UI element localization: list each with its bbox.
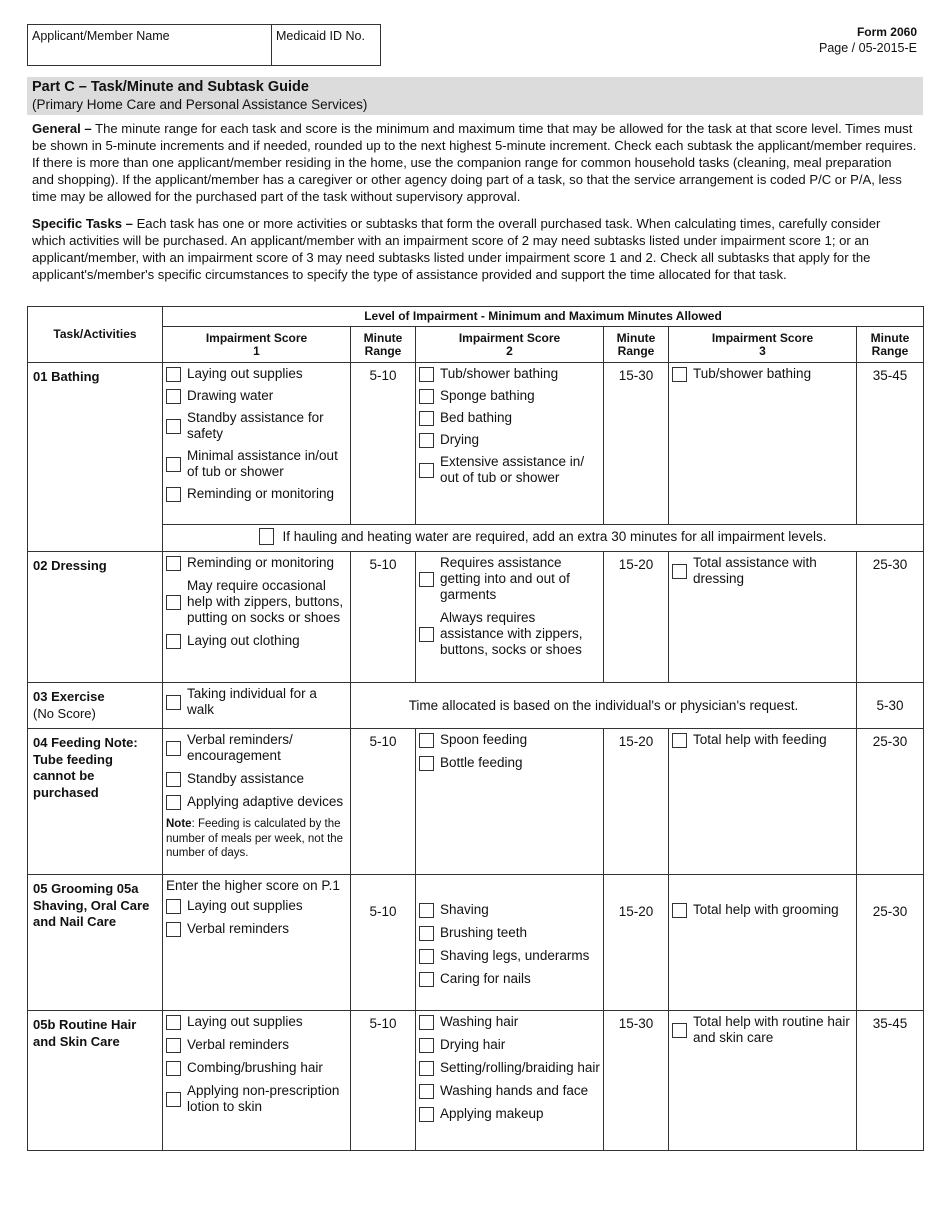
minute-range-header-2: Minute Range bbox=[604, 327, 669, 363]
subtask-item bbox=[419, 410, 600, 426]
grooming-intro: Enter the higher score on P.1 bbox=[166, 878, 340, 893]
water-note-row bbox=[163, 525, 924, 552]
subtask-label: Caring for nails bbox=[440, 971, 531, 986]
subtask-item bbox=[166, 555, 347, 571]
hair-minutes-2: 15-30 bbox=[604, 1011, 669, 1151]
subtask-item bbox=[166, 1014, 347, 1030]
subtask-checkbox[interactable] bbox=[672, 903, 687, 918]
subtask-checkbox[interactable] bbox=[419, 433, 434, 448]
task-header: Task/Activities bbox=[28, 307, 163, 363]
dressing-score2-list bbox=[416, 552, 604, 683]
subtask-label: Shaving legs, underarms bbox=[440, 948, 590, 963]
part-subtitle: (Primary Home Care and Personal Assistance Services) bbox=[32, 97, 368, 112]
subtask-label: Verbal reminders bbox=[187, 921, 290, 936]
subtask-checkbox[interactable] bbox=[166, 556, 181, 571]
subtask-checkbox[interactable] bbox=[166, 1038, 181, 1053]
exercise-minutes: 5-30 bbox=[857, 683, 924, 729]
subtask-checkbox[interactable] bbox=[166, 899, 181, 914]
subtask-item bbox=[419, 610, 600, 658]
dressing-score1-list bbox=[163, 552, 351, 683]
subtask-label: Spoon feeding bbox=[440, 732, 528, 747]
subtask-item bbox=[166, 388, 347, 404]
grooming-score3-list bbox=[669, 875, 857, 1011]
grooming-score1-list bbox=[166, 898, 347, 937]
bathing-score1-list bbox=[163, 363, 351, 525]
subtask-item bbox=[166, 448, 347, 480]
subtask-checkbox[interactable] bbox=[419, 756, 434, 771]
form-number: Form 2060 bbox=[856, 25, 917, 39]
subtask-item bbox=[419, 388, 600, 404]
dressing-score3-list bbox=[669, 552, 857, 683]
bathing-minutes-3: 35-45 bbox=[857, 363, 924, 525]
subtask-checkbox[interactable] bbox=[419, 463, 434, 478]
subtask-label: Applying non-prescription lotion to skin bbox=[187, 1083, 340, 1114]
feeding-score1-list bbox=[166, 732, 347, 810]
subtask-item bbox=[419, 1037, 600, 1053]
subtask-item bbox=[672, 902, 853, 918]
subtask-checkbox[interactable] bbox=[419, 367, 434, 382]
general-paragraph bbox=[32, 121, 917, 206]
hair-minutes-1: 5-10 bbox=[351, 1011, 416, 1151]
subtask-checkbox[interactable] bbox=[419, 627, 434, 642]
task-grooming: 05 Grooming 05a Shaving, Oral Care and Nail Care bbox=[28, 875, 163, 1011]
feeding-note: Note: Feeding is calculated by the number of meals per week, not the number of days. bbox=[166, 818, 344, 859]
subtask-checkbox[interactable] bbox=[419, 1015, 434, 1030]
subtask-item bbox=[672, 732, 853, 748]
subtask-checkbox[interactable] bbox=[419, 972, 434, 987]
exercise-score1-list bbox=[163, 683, 351, 729]
subtask-label: Verbal reminders bbox=[187, 1037, 290, 1052]
subtask-item bbox=[419, 555, 600, 603]
feeding-score3-list bbox=[669, 729, 857, 875]
subtask-label: Tub/shower bathing bbox=[693, 366, 812, 381]
water-note-text: If hauling and heating water are required, add an extra 30 minutes for all impairment levels. bbox=[282, 529, 827, 544]
subtask-item bbox=[419, 1014, 600, 1030]
score3-header: Impairment Score 3 bbox=[669, 327, 857, 363]
grooming-minutes-3: 25-30 bbox=[857, 875, 924, 1011]
subtask-label: Laying out supplies bbox=[187, 898, 303, 913]
subtask-checkbox[interactable] bbox=[672, 1023, 687, 1038]
subtask-checkbox[interactable] bbox=[419, 733, 434, 748]
subtask-item bbox=[419, 902, 600, 918]
subtask-label: Setting/rolling/braiding hair bbox=[440, 1060, 600, 1075]
subtask-label: Extensive assistance in/ out of tub or shower bbox=[440, 454, 585, 485]
subtask-label: May require occasional help with zippers, buttons, putting on socks or shoes bbox=[187, 578, 344, 625]
subtask-item bbox=[166, 1083, 347, 1115]
level-header: Level of Impairment - Minimum and Maximum Minutes Allowed bbox=[163, 307, 924, 327]
subtask-item bbox=[419, 1083, 600, 1099]
subtask-label: Requires assistance getting into and out of garments bbox=[440, 555, 570, 602]
subtask-item bbox=[166, 1037, 347, 1053]
minute-range-header-3: Minute Range bbox=[857, 327, 924, 363]
subtask-checkbox[interactable] bbox=[166, 1061, 181, 1076]
subtask-item bbox=[166, 366, 347, 382]
subtask-item bbox=[166, 410, 347, 442]
subtask-label: Drawing water bbox=[187, 388, 274, 403]
subtask-label: Shaving bbox=[440, 902, 489, 917]
subtask-label: Combing/brushing hair bbox=[187, 1060, 323, 1075]
feeding-minutes-2: 15-20 bbox=[604, 729, 669, 875]
subtask-checkbox[interactable] bbox=[166, 1092, 181, 1107]
task-bathing: 01 Bathing bbox=[28, 363, 163, 552]
subtask-label: Laying out clothing bbox=[187, 633, 300, 648]
general-label: General – bbox=[32, 121, 92, 136]
subtask-label: Taking individual for a walk bbox=[187, 686, 317, 717]
bathing-score3-list bbox=[669, 363, 857, 525]
subtask-checkbox[interactable] bbox=[166, 487, 181, 502]
subtask-label: Applying adaptive devices bbox=[187, 794, 344, 809]
subtask-label: Total help with routine hair and skin care bbox=[693, 1014, 850, 1045]
feeding-score2-list bbox=[416, 729, 604, 875]
task-feeding: 04 Feeding Note: Tube feeding cannot be purchased bbox=[28, 729, 163, 875]
subtask-label: Total help with feeding bbox=[693, 732, 827, 747]
subtask-label: Tub/shower bathing bbox=[440, 366, 559, 381]
subtask-label: Drying bbox=[440, 432, 480, 447]
subtask-item bbox=[419, 366, 600, 382]
subtask-label: Total assistance with dressing bbox=[693, 555, 817, 586]
task-hair-skin: 05b Routine Hair and Skin Care bbox=[28, 1011, 163, 1151]
bathing-minutes-2: 15-30 bbox=[604, 363, 669, 525]
score1-header: Impairment Score 1 bbox=[163, 327, 351, 363]
feeding-score1-cell bbox=[163, 729, 351, 875]
subtask-item bbox=[166, 732, 347, 764]
grooming-minutes-2: 15-20 bbox=[604, 875, 669, 1011]
subtask-item bbox=[166, 1060, 347, 1076]
subtask-checkbox[interactable] bbox=[166, 741, 181, 756]
subtask-item bbox=[166, 898, 347, 914]
subtask-checkbox[interactable] bbox=[166, 795, 181, 810]
general-text: The minute range for each task and score is the minimum and maximum time that may be allowed for the task at that score level. Times must be shown in 5-minute increments and if needed, rounded up to the next highest 5-minute increment. Check each subtask the applicant/member requires. If there is more than one applicant/member residing in the home, use the companion range for common household tasks (cleaning, meal preparation and shopping). If the applicant/member has a caregiver or other agency doing part of a task, so that the service arrangement is coded P/C or P/A, less time may be allowed for the purchased part of the task without supervisory approval. bbox=[32, 121, 917, 204]
bathing-score2-list bbox=[416, 363, 604, 525]
subtask-checkbox[interactable] bbox=[166, 922, 181, 937]
dressing-minutes-1: 5-10 bbox=[351, 552, 416, 683]
subtask-item bbox=[419, 432, 600, 448]
grooming-minutes-1: 5-10 bbox=[351, 875, 416, 1011]
subtask-label: Washing hair bbox=[440, 1014, 519, 1029]
subtask-label: Laying out supplies bbox=[187, 366, 303, 381]
subtask-label: Standby assistance bbox=[187, 771, 305, 786]
subtask-item bbox=[166, 578, 347, 626]
subtask-item bbox=[166, 686, 347, 718]
subtask-label: Bed bathing bbox=[440, 410, 513, 425]
subtask-checkbox[interactable] bbox=[419, 903, 434, 918]
subtask-checkbox[interactable] bbox=[672, 733, 687, 748]
exercise-note: Time allocated is based on the individual's or physician's request. bbox=[351, 683, 857, 729]
subtask-checkbox[interactable] bbox=[419, 1084, 434, 1099]
subtask-label: Washing hands and face bbox=[440, 1083, 589, 1098]
subtask-label: Bottle feeding bbox=[440, 755, 523, 770]
subtask-checkbox[interactable] bbox=[672, 367, 687, 382]
subtask-checkbox[interactable] bbox=[166, 457, 181, 472]
subtask-label: Brushing teeth bbox=[440, 925, 528, 940]
subtask-item bbox=[419, 454, 600, 486]
grooming-score2-list bbox=[416, 875, 604, 1011]
water-note-checkbox[interactable] bbox=[259, 528, 274, 545]
subtask-checkbox[interactable] bbox=[419, 1061, 434, 1076]
subtask-item bbox=[166, 921, 347, 937]
page-label: Page / 05-2015-E bbox=[819, 41, 917, 55]
part-title-bar bbox=[27, 77, 923, 115]
part-title: Part C – Task/Minute and Subtask Guide bbox=[32, 79, 309, 95]
subtask-label: Sponge bathing bbox=[440, 388, 535, 403]
specific-text: Each task has one or more activities or subtasks that form the overall purchased task. When calculating times, carefully consider which activities will be purchased. An applicant/member with an impairment score of 2 may need subtasks listed under impairment score 1; or an applicant/member, with an impairment score of 3 may need subtasks listed under impairment score 1 and 2. Check all subtasks that apply for the applicant's/member's specific circumstances to specify the type of assistance provided and support the time allocated for that task. bbox=[32, 216, 881, 282]
subtask-label: Standby assistance for safety bbox=[187, 410, 324, 441]
subtask-checkbox[interactable] bbox=[166, 1015, 181, 1030]
subtask-checkbox[interactable] bbox=[166, 419, 181, 434]
subtask-checkbox[interactable] bbox=[166, 695, 181, 710]
subtask-item bbox=[166, 486, 347, 502]
feeding-minutes-1: 5-10 bbox=[351, 729, 416, 875]
subtask-item bbox=[419, 925, 600, 941]
subtask-item bbox=[166, 771, 347, 787]
bathing-minutes-1: 5-10 bbox=[351, 363, 416, 525]
subtask-item bbox=[672, 555, 853, 587]
minute-range-header-1: Minute Range bbox=[351, 327, 416, 363]
subtask-checkbox[interactable] bbox=[166, 367, 181, 382]
medicaid-id-label: Medicaid ID No. bbox=[276, 29, 365, 43]
subtask-label: Total help with grooming bbox=[693, 902, 839, 917]
subtask-item bbox=[672, 1014, 853, 1046]
subtask-item bbox=[419, 1060, 600, 1076]
subtask-label: Reminding or monitoring bbox=[187, 555, 335, 570]
subtask-checkbox[interactable] bbox=[419, 949, 434, 964]
subtask-label: Reminding or monitoring bbox=[187, 486, 335, 501]
subtask-label: Laying out supplies bbox=[187, 1014, 303, 1029]
subtask-label: Always requires assistance with zippers, buttons, socks or shoes bbox=[440, 610, 583, 657]
hair-minutes-3: 35-45 bbox=[857, 1011, 924, 1151]
subtask-item bbox=[419, 948, 600, 964]
subtask-item bbox=[419, 732, 600, 748]
subtask-label: Drying hair bbox=[440, 1037, 506, 1052]
specific-paragraph bbox=[32, 216, 917, 284]
specific-label: Specific Tasks – bbox=[32, 216, 133, 231]
subtask-checkbox[interactable] bbox=[419, 572, 434, 587]
dressing-minutes-3: 25-30 bbox=[857, 552, 924, 683]
subtask-item bbox=[419, 1106, 600, 1122]
subtask-checkbox[interactable] bbox=[419, 926, 434, 941]
feeding-minutes-3: 25-30 bbox=[857, 729, 924, 875]
applicant-name-field[interactable] bbox=[27, 24, 272, 66]
hair-score3-list bbox=[669, 1011, 857, 1151]
subtask-item bbox=[166, 794, 347, 810]
score2-header: Impairment Score 2 bbox=[416, 327, 604, 363]
subtask-label: Applying makeup bbox=[440, 1106, 544, 1121]
task-minute-table bbox=[27, 306, 924, 1151]
grooming-score1-cell bbox=[163, 875, 351, 1011]
subtask-label: Minimal assistance in/out of tub or shower bbox=[187, 448, 338, 479]
subtask-checkbox[interactable] bbox=[166, 772, 181, 787]
subtask-checkbox[interactable] bbox=[166, 634, 181, 649]
applicant-name-label: Applicant/Member Name bbox=[32, 29, 170, 43]
subtask-label: Verbal reminders/ encouragement bbox=[187, 732, 293, 763]
subtask-item bbox=[419, 755, 600, 771]
subtask-checkbox[interactable] bbox=[419, 389, 434, 404]
subtask-checkbox[interactable] bbox=[419, 411, 434, 426]
subtask-checkbox[interactable] bbox=[672, 564, 687, 579]
subtask-checkbox[interactable] bbox=[166, 389, 181, 404]
subtask-item bbox=[166, 633, 347, 649]
task-exercise: 03 Exercise (No Score) bbox=[28, 683, 163, 729]
subtask-checkbox[interactable] bbox=[419, 1038, 434, 1053]
medicaid-id-field[interactable] bbox=[271, 24, 381, 66]
subtask-checkbox[interactable] bbox=[166, 595, 181, 610]
subtask-checkbox[interactable] bbox=[419, 1107, 434, 1122]
dressing-minutes-2: 15-20 bbox=[604, 552, 669, 683]
subtask-item bbox=[672, 366, 853, 382]
hair-score2-list bbox=[416, 1011, 604, 1151]
hair-score1-list bbox=[163, 1011, 351, 1151]
subtask-item bbox=[419, 971, 600, 987]
task-dressing: 02 Dressing bbox=[28, 552, 163, 683]
